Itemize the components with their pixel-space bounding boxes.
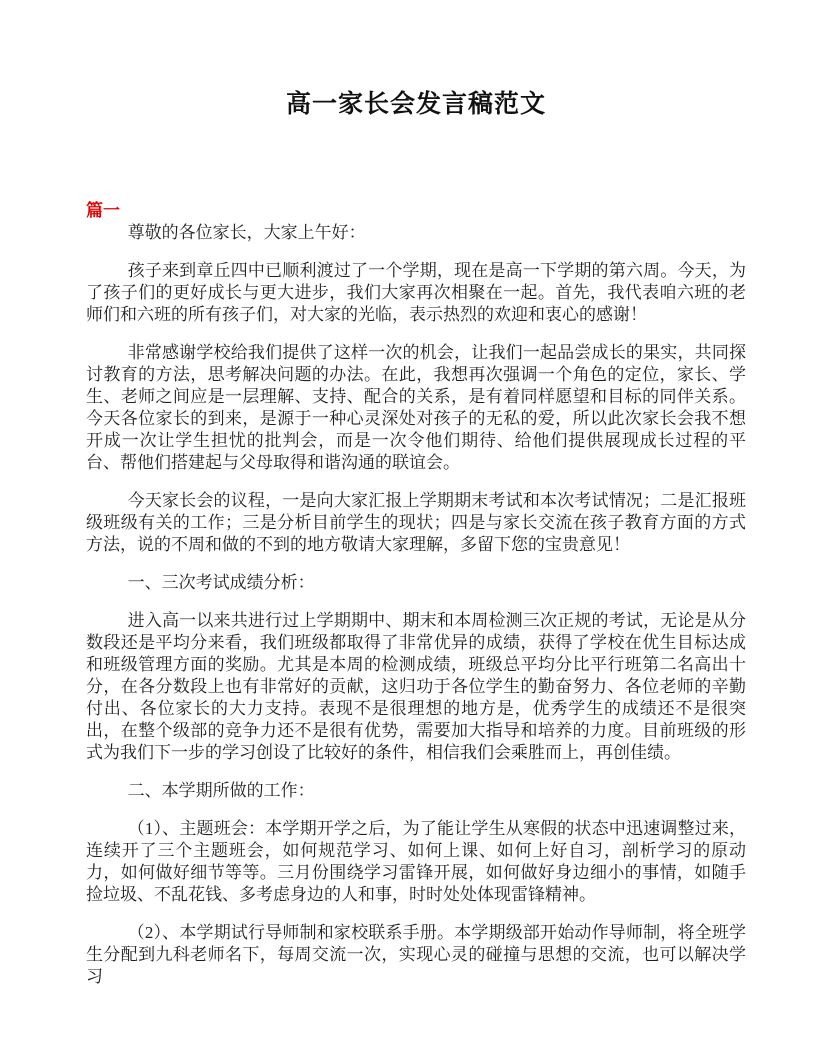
paragraph-agenda: 今天家长会的议程，一是向大家汇报上学期期末考试和本次考试情况；二是汇报班级班级有关的工作；三是分析目前学生的现状；四是与家长交流在孩子教育方面的方式方法，说的不周和做的不到的地方敬请大家理解，多留下您的宝贵意见！ [86, 491, 746, 554]
paragraph-greeting: 尊敬的各位家长，大家上午好： [127, 223, 366, 242]
paragraph-heading-exam-analysis: 一、三次考试成绩分析： [127, 573, 315, 592]
paragraph-thanks-school: 非常感谢学校给我们提供了这样一次的机会，让我们一起品尝成长的果实，共同探讨教育的方法，思考解决问题的办法。在此，我想再次强调一个角色的定位，家长、学生、老师之间应是一层理解、支持、配合的关系，是有着同样愿望和目标的同伴关系。今天各位家长的到来，是源于一种心灵深处对孩子的无私的爱，所以此次家长会我不想开成一次让学生担忧的批判会，而是一次令他们期待、给他们提供展现成长过程的平台、帮他们搭建起与父母取得和谐沟通的联谊会。 [86, 343, 746, 472]
paragraph-mentor-system: （2）、本学期试行导师制和家校联系手册。本学期级部开始动作导师制，将全班学生分配到九科老师名下，每周交流一次，实现心灵的碰撞与思想的交流，也可以解决学习 [86, 923, 746, 986]
document-title: 高一家长会发言稿范文 [285, 91, 546, 118]
paragraph-heading-semester-work: 二、本学期所做的工作： [127, 781, 315, 800]
paragraph-intro-semester: 孩子来到章丘四中已顺利渡过了一个学期，现在是高一下学期的第六周。今天，为了孩子们的更好成长与更大进步，我们大家再次相聚在一起。首先，我代表咱六班的老师们和六班的所有孩子们，对大家的光临，表示热烈的欢迎和衷心的感谢！ [86, 261, 746, 324]
section-heading: 篇一 [86, 201, 120, 220]
paragraph-exam-analysis: 进入高一以来共进行过上学期期中、期末和本周检测三次正规的考试，无论是从分数段还是平均分来看，我们班级都取得了非常优异的成绩，获得了学校在优生目标达成和班级管理方面的奖励。尤其是本周的检测成绩，班级总平均分比平行班第二名高出十分，在各分数段上也有非常好的贡献，这归功于各位学生的勤奋努力、各位老师的辛勤付出、各位家长的大力支持。表现不是很理想的地方是，优秀学生的成绩还不是很突出，在整个级部的竞争力还不是很有优势，需要加大指导和培养的力度。目前班级的形式为我们下一步的学习创设了比较好的条件，相信我们会乘胜而上，再创佳绩。 [86, 611, 746, 762]
paragraph-theme-class-meeting: （1）、主题班会：本学期开学之后，为了能让学生从寒假的状态中迅速调整过来，连续开了三个主题班会，如何规范学习、如何上课、如何上好自习，剖析学习的原动力，如何做好细节等等。三月份围绕学习雷锋开展，如何做好身边细小的事情，如随手捡垃圾、不乱花钱、多考虑身边的人和事，时时处处体现雷锋精神。 [86, 819, 746, 904]
